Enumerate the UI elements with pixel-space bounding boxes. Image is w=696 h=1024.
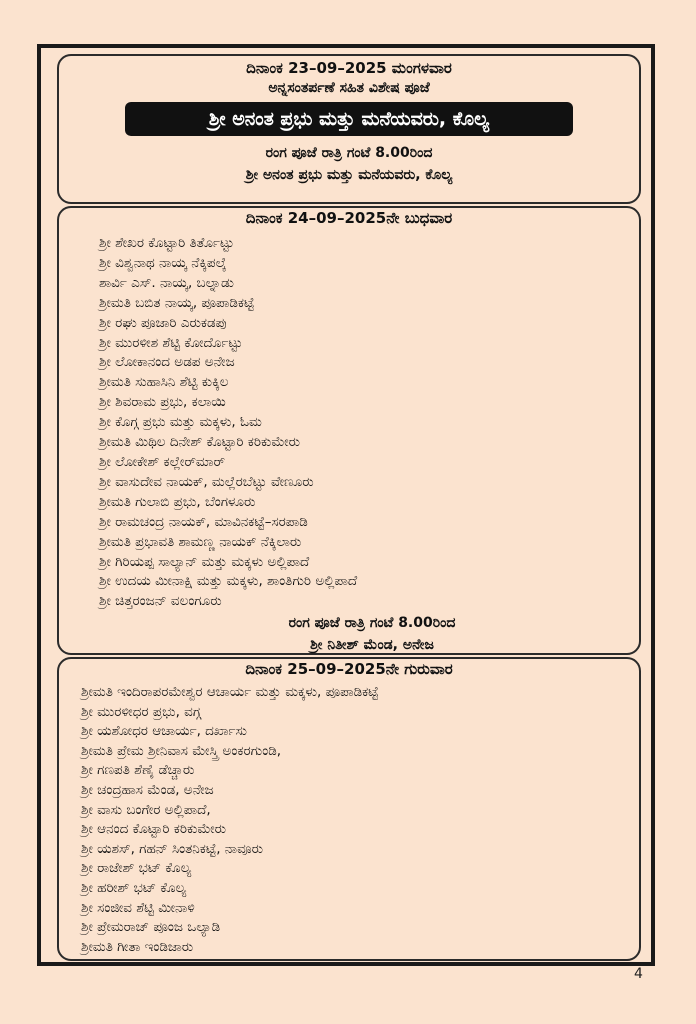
list-item: ಶ್ರೀ ಲೋಕಾನಂದ ಅಡಪ ಅನೇಜ xyxy=(99,354,235,371)
day1-banner: ಶ್ರೀ ಅನಂತ ಪ್ರಭು ಮತ್ತು ಮನೆಯವರು, ಕೊಲ್ಯ xyxy=(125,102,573,136)
list-item: ಶ್ರೀ ರಾಮಚಂದ್ರ ನಾಯಕ್, ಮಾವಿನಕಟ್ಟೆ–ಸರಪಾಡಿ xyxy=(99,513,308,530)
day3-date: ದಿನಾಂಕ 25–09–2025ನೇ ಗುರುವಾರ xyxy=(245,660,453,678)
list-item: ಶ್ರೀ ಚಂದ್ರಹಾಸ ಮೆಂಡ, ಅನೇಜ xyxy=(81,781,214,798)
list-item: ಶ್ರೀ ಪ್ರೇಮರಾಜ್ ಪೂಂಜ ಒಲ್ಯಾಡಿ xyxy=(81,919,221,936)
list-item: ಶ್ರೀ ರಾಜೇಶ್ ಭಟ್ ಕೊಲ್ಯ xyxy=(81,860,192,877)
list-item: ಶ್ರೀಮತಿ ಬಬಿತ ನಾಯ್ಕ, ಪೂಪಾಡಿಕಟ್ಟೆ xyxy=(99,294,255,311)
list-item: ಶ್ರೀಮತಿ ಗೀತಾ ಇಂಡಿಜಾರು xyxy=(81,938,194,955)
list-item: ಶ್ರೀಮತಿ ಸುಹಾಸಿನಿ ಶೆಟ್ಟಿ ಕುಕ್ಕಿಲ xyxy=(99,374,229,391)
list-item: ಶ್ರೀ ಲೋಕೇಶ್ ಕಲ್ಲೇರ್‌ಮಾರ್ xyxy=(99,453,226,470)
list-item: ಶ್ರೀ ಶಿವರಾಮ ಪ್ರಭು, ಕಲಾಯಿ xyxy=(99,394,226,411)
list-item: ಶ್ರೀ ಗಣಪತಿ ಶೆಣೈ ಡೆಚ್ಚಾರು xyxy=(81,762,195,779)
list-item: ಶ್ರೀ ಯಶೋಧರ ಆಚಾರ್ಯ, ದರ್ಖಾಸು xyxy=(81,723,247,740)
list-item: ಶ್ರೀ ಗಿರಿಯಪ್ಪ ಸಾಲ್ಯಾನ್ ಮತ್ತು ಮಕ್ಕಳು ಅಲ್ಲಿಪಾದೆ xyxy=(99,553,310,570)
list-item: ಶ್ರೀ ವಾಸುದೇವ ನಾಯಕ್, ಮಲ್ಲೆರಬೆಟ್ಟು ವೇಣೂರು xyxy=(99,473,314,490)
day2-date: ದಿನಾಂಕ 24–09–2025ನೇ ಬುಧವಾರ xyxy=(245,209,453,227)
list-item: ಶ್ರೀಮತಿ ಗುಲಾಬಿ ಪ್ರಭು, ಬೆಂಗಳೂರು xyxy=(99,493,256,510)
list-item: ಶ್ರೀಮತಿ ಇಂದಿರಾಪರಮೇಶ್ವರ ಆಚಾರ್ಯ ಮತ್ತು ಮಕ್ಕಳು, ಪೂಪಾಡಿಕಟ್ಟೆ xyxy=(81,684,379,700)
day1-ranga-puja: ರಂಗ ಪೂಜೆ ರಾತ್ರಿ ಗಂಟೆ 8.00ರಿಂದ xyxy=(265,145,433,161)
page-number: 4 xyxy=(634,966,643,982)
list-item: ಶ್ರೀ ಮುರಳೀಧರ ಪ್ರಭು, ವಗ್ಗ xyxy=(81,703,201,720)
list-item: ಶ್ರೀಮತಿ ಮಿಥಿಲ ದಿನೇಶ್ ಕೊಟ್ಟಾರಿ ಕರಿಕುಮೇರು xyxy=(99,434,301,451)
day1-ranga-sponsor: ಶ್ರೀ ಅನಂತ ಪ್ರಭು ಮತ್ತು ಮನೆಯವರು, ಕೊಲ್ಯ xyxy=(245,167,453,183)
list-item: ಶ್ರೀಮತಿ ಪ್ರೇಮ ಶ್ರೀನಿವಾಸ ಮೇಸ್ತ್ರಿ ಅಂಕರಗುಂಡಿ, xyxy=(81,742,281,759)
day3-sponsor-list xyxy=(81,683,639,957)
list-item: ಶ್ರೀ ಕೊಗ್ಗ ಪ್ರಭು ಮತ್ತು ಮಕ್ಕಳು, ಓಮ xyxy=(99,414,262,431)
list-item: ಶ್ರೀ ಶೇಖರ ಕೊಟ್ಟಾರಿ ತಿರ್ತೊಟ್ಟು xyxy=(99,235,235,251)
day2-sponsor-list xyxy=(99,234,639,612)
day2-ranga-puja: ರಂಗ ಪೂಜೆ ರಾತ್ರಿ ಗಂಟೆ 8.00ರಿಂದ xyxy=(288,615,456,632)
day1-section xyxy=(57,54,641,204)
list-item: ಶ್ರೀ ಸಂಜೀವ ಶೆಟ್ಟಿ ಮೀನಾಳಿ xyxy=(81,899,195,916)
list-item: ಶ್ರೀಮತಿ ಪ್ರಭಾವತಿ ಶಾಮಣ್ಣ ನಾಯಕ್ ನೆಕ್ಕಿಲಾರು xyxy=(99,533,302,550)
day1-subtitle: ಅನ್ನಸಂತರ್ಪಣೆ ಸಹಿತ ವಿಶೇಷ ಪೂಜೆ xyxy=(268,80,430,96)
list-item: ಶ್ರೀ ವಾಸು ಬಂಗೇರ ಅಲ್ಲಿಪಾದೆ, xyxy=(81,801,211,818)
list-item: ಶ್ರೀ ರಘು ಪೂಜಾರಿ ಎರುಕಡಪು xyxy=(99,314,227,331)
day2-section xyxy=(57,206,641,655)
day2-ranga-sponsor: ಶ್ರೀ ನಿತೀಶ್ ಮೆಂಡ, ಅನೇಜ xyxy=(310,637,434,654)
list-item: ಶ್ರೀ ಯಶಸ್, ಗಹನ್ ಸಿಂತನಿಕಟ್ಟೆ, ನಾವೂರು xyxy=(81,840,264,857)
page-frame xyxy=(37,44,655,966)
day3-section xyxy=(57,657,641,961)
list-item: ಶ್ರೀ ಉದಯ ಮೀನಾಕ್ಷಿ ಮತ್ತು ಮಕ್ಕಳು, ಶಾಂತಿಗುರಿ ಅಲ್ಲಿಪಾದೆ xyxy=(99,573,358,590)
list-item: ಶ್ರೀ ಮುರಳೀಶ ಶೆಟ್ಟಿ ಕೋರ್ದೊಟ್ಟು xyxy=(99,334,243,351)
list-item: ಶ್ರೀ ಹರೀಶ್ ಭಟ್ ಕೊಲ್ಯ xyxy=(81,879,187,896)
day1-date: ದಿನಾಂಕ 23–09–2025 ಮಂಗಳವಾರ xyxy=(246,59,452,77)
list-item: ಶ್ರೀ ವಿಶ್ವನಾಥ ನಾಯ್ಕ ನೆಕ್ಕಿಪಲ್ಕೆ xyxy=(99,254,227,271)
list-item: ಶ್ರೀ ಆನಂದ ಕೊಟ್ಟಾರಿ ಕರಿಕುಮೇರು xyxy=(81,821,227,838)
list-item: ಶ್ರೀ ಚಿತ್ತರಂಜನ್ ವಲಂಗೂರು xyxy=(99,593,222,610)
list-item: ಶಾರ್ವಿ ಎಸ್. ನಾಯ್ಕ, ಬಲ್ನಾಡು xyxy=(99,274,234,291)
